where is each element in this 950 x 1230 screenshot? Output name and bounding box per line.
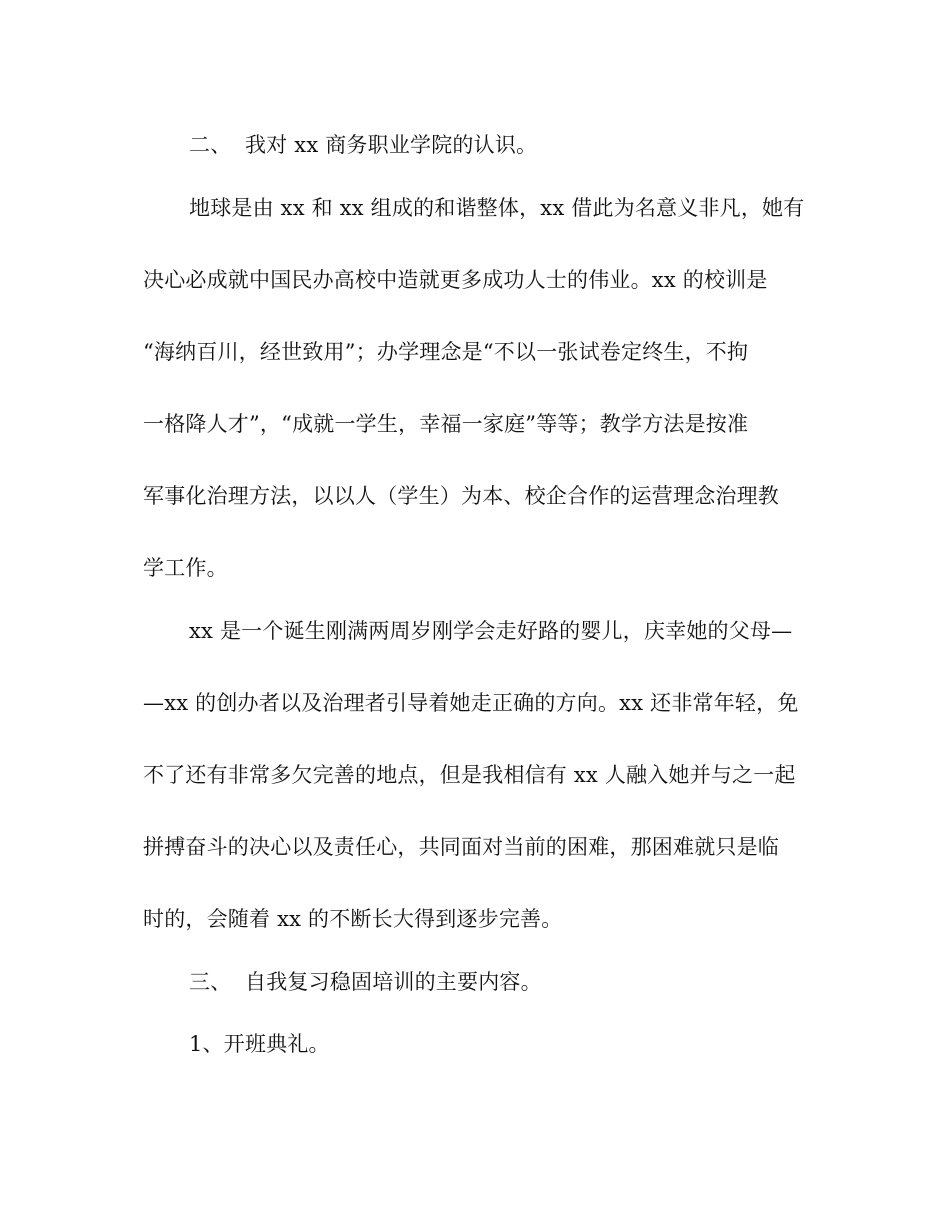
paragraph-line: 学工作。 xyxy=(143,556,228,580)
section-title: 我对 xx 商务职业学院的认识。 xyxy=(245,133,538,157)
paragraph-line: 拼搏奋斗的决心以及责任心，共同面对当前的困难，那困难就只是临 xyxy=(143,835,779,859)
section-number: 二、 xyxy=(189,133,232,157)
paragraph-line: 决心必成就中国民办高校中造就更多成功人士的伟业。xx 的校训是 xyxy=(143,268,768,292)
paragraph-line: 军事化治理方法，以以人（学生）为本、校企合作的运营理念治理教 xyxy=(143,484,779,508)
section-title: 自我复习稳固培训的主要内容。 xyxy=(245,970,542,994)
paragraph-line: 地球是由 xx 和 xx 组成的和谐整体，xx 借此为名意义非凡，她有 xyxy=(189,196,805,220)
paragraph-line: 时的，会随着 xx 的不断长大得到逐步完善。 xyxy=(143,907,563,931)
paragraph-line: “海纳百川，经世致用”；办学理念是“不以一张试卷定终生，不拘 xyxy=(143,340,749,364)
list-item: 1、开班典礼。 xyxy=(189,1032,330,1056)
paragraph-line: xx 是一个诞生刚满两周岁刚学会走好路的婴儿，庆幸她的父母— xyxy=(189,619,793,643)
section-heading-2 xyxy=(189,130,537,160)
paragraph-line: —xx 的创办者以及治理者引导着她走正确的方向。xx 还非常年轻，免 xyxy=(143,691,799,715)
section-number: 三、 xyxy=(189,970,232,994)
section-heading-3 xyxy=(189,967,542,997)
paragraph-line: 一格降人才”，“成就一学生，幸福一家庭”等等；教学方法是按准 xyxy=(143,412,749,436)
paragraph-line: 不了还有非常多欠完善的地点，但是我相信有 xx 人融入她并与之一起 xyxy=(143,763,796,787)
